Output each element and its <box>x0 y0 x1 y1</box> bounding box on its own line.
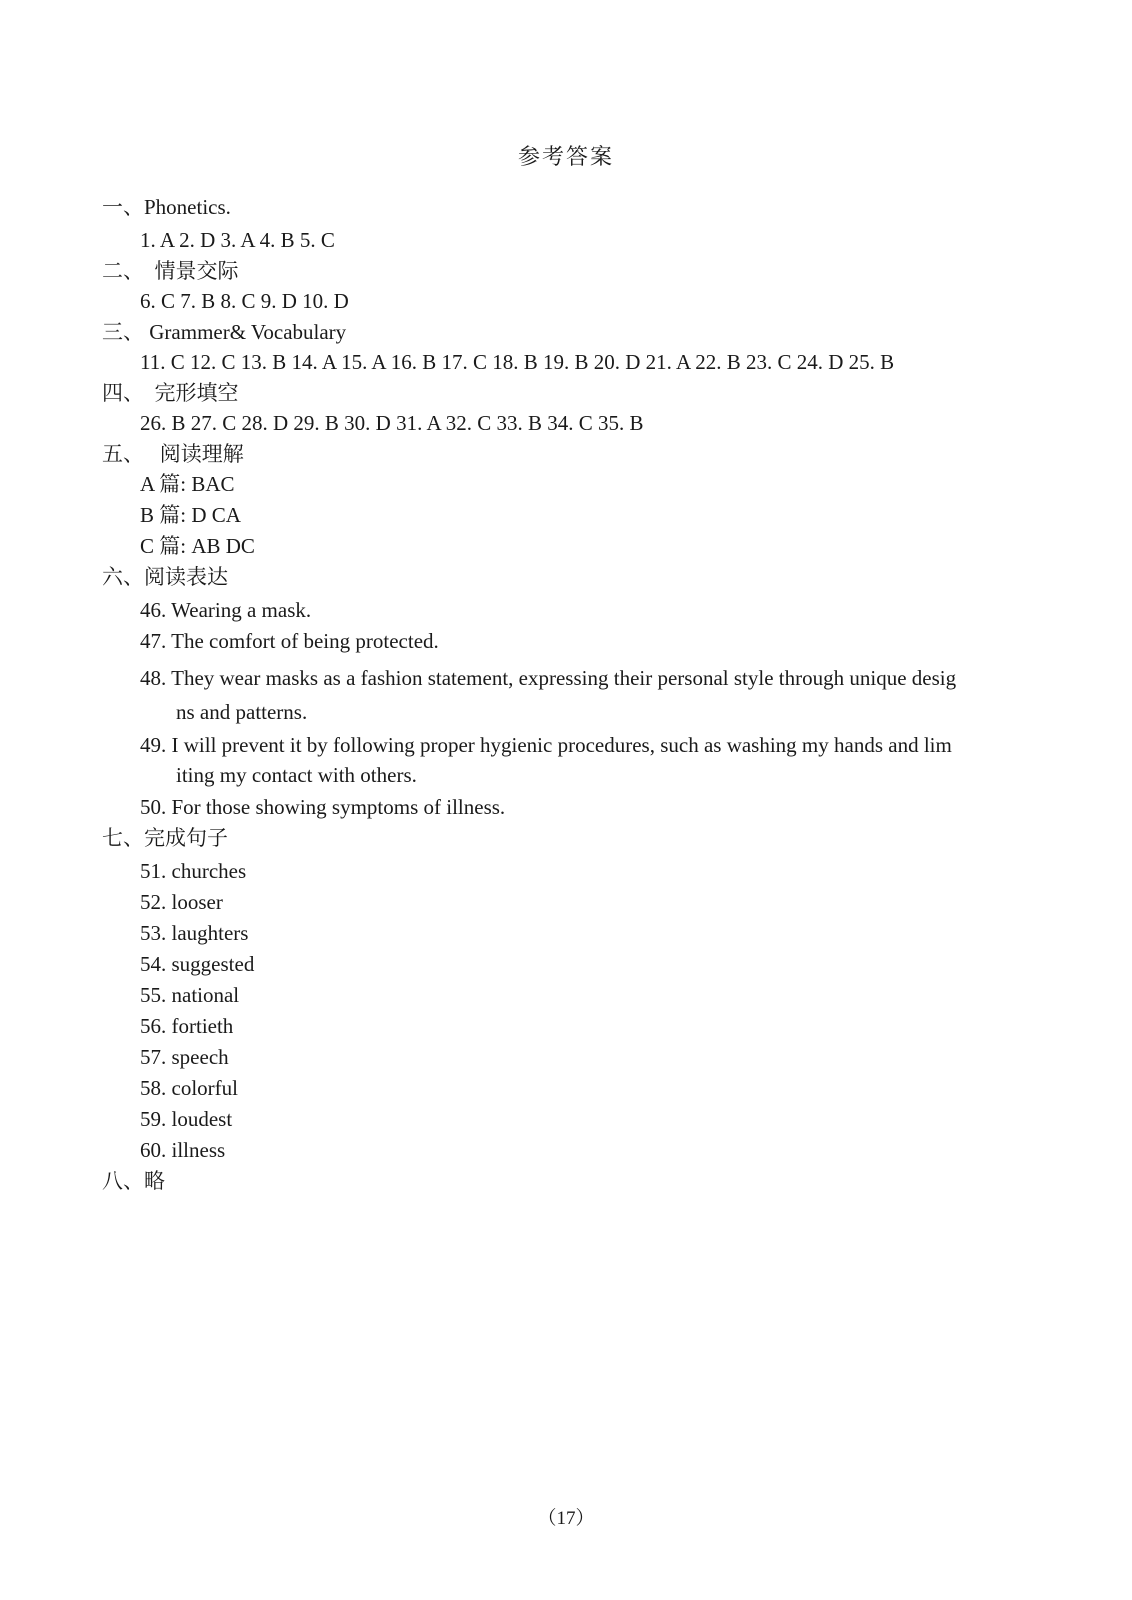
answer-line: 26. B 27. C 28. D 29. B 30. D 31. A 32. C 33. B 34. C 35. B <box>140 411 644 435</box>
answer-line: 11. C 12. C 13. B 14. A 15. A 16. B 17. C 18. B 19. B 20. D 21. A 22. B 23. C 24. D 25. B <box>140 350 895 374</box>
answer-line-continued: iting my contact with others. <box>176 763 417 787</box>
answer-line: 50. For those showing symptoms of illness. <box>140 795 506 819</box>
answer-wrapped-48 <box>102 663 1042 727</box>
answer-line: 55. national <box>140 983 240 1007</box>
section-heading-5: 五、 阅读理解 <box>102 442 244 466</box>
answer-line: 60. illness <box>140 1138 226 1162</box>
answer-line: 52. looser <box>140 890 223 914</box>
answer-line: 49. I will prevent it by following proper hygienic procedures, such as washing my hands and lim <box>140 733 952 757</box>
answer-line: 54. suggested <box>140 952 255 976</box>
answer-line: 56. fortieth <box>140 1014 234 1038</box>
answer-line: 57. speech <box>140 1045 229 1069</box>
answer-line: 46. Wearing a mask. <box>140 598 312 622</box>
answer-line: 58. colorful <box>140 1076 238 1100</box>
answer-line: 1. A 2. D 3. A 4. B 5. C <box>140 228 335 252</box>
answer-line: 51. churches <box>140 859 247 883</box>
answer-line: A 篇: BAC <box>140 472 235 496</box>
section-heading-2: 二、 情景交际 <box>102 259 239 283</box>
section-heading-1: 一、Phonetics. <box>102 195 231 219</box>
answer-line-continued: ns and patterns. <box>176 700 308 724</box>
answer-line: 53. laughters <box>140 921 249 945</box>
section-heading-4: 四、 完形填空 <box>102 381 239 405</box>
answer-line: C 篇: AB DC <box>140 534 255 558</box>
page-number: （17） <box>537 1508 595 1529</box>
answer-line: B 篇: D CA <box>140 503 241 527</box>
section-heading-7: 七、完成句子 <box>102 826 228 850</box>
answer-line: 47. The comfort of being protected. <box>140 629 439 653</box>
answer-content <box>102 192 1042 1196</box>
answer-line: 59. loudest <box>140 1107 233 1131</box>
section-heading-6: 六、阅读表达 <box>102 565 228 589</box>
section-heading-8: 八、略 <box>102 1169 165 1193</box>
answer-line: 48. They wear masks as a fashion statement, expressing their personal style through unique desig <box>140 666 957 690</box>
page-title: 参考答案 <box>517 144 614 169</box>
section-heading-3: 三、 Grammer& Vocabulary <box>102 320 347 344</box>
answer-line: 6. C 7. B 8. C 9. D 10. D <box>140 289 349 313</box>
answer-wrapped-49 <box>102 730 1042 790</box>
